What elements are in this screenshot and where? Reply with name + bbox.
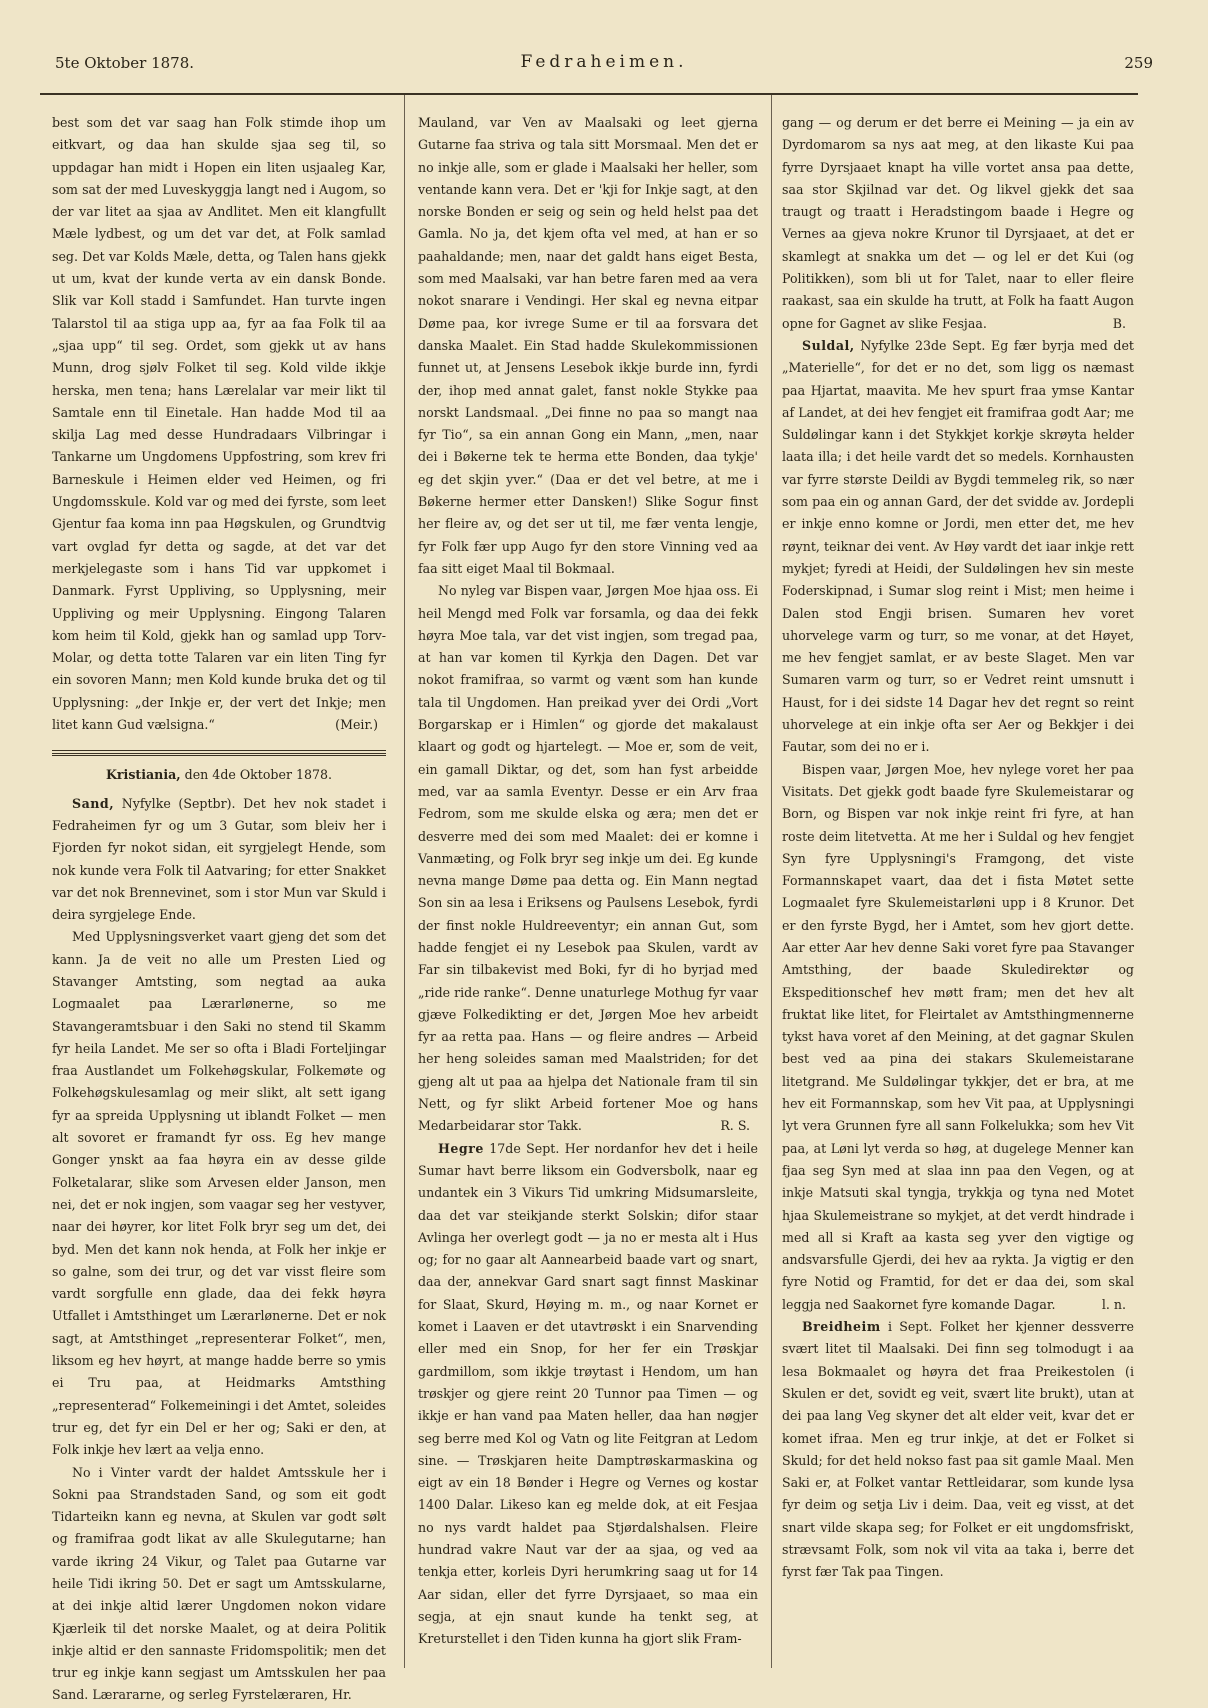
- dateline: Sand,: [72, 795, 115, 811]
- dateline: Hegre: [438, 1140, 484, 1156]
- column-3: [782, 112, 1134, 1584]
- dateline: Suldal,: [802, 337, 855, 353]
- column-divider: [771, 95, 772, 1668]
- article-paragraph: best som det var saag han Folk stimde ihop um eitkvart, og daa han skulde sjaa seg til, so uppdagar han midt i Hopen ein liten usjaaleg Kar, som sat der med Luveskyggja langt ned i Augom, so der var litet aa sjaa av Andlitet. Men eit klangfullt Mæle lydbest, og um det var det, at Folk samlad seg. Det var Kolds Mæle, detta, og Talen hans gjekk ut um, kvat der kunde verta av ein dansk Bonde. Slik var Koll stadd i Samfundet. Han turvte ingen Talarstol til aa stiga upp aa, fyr aa faa Folk til aa „sjaa upp“ til seg. Ordet, som gjekk ut av hans Munn, drog sjølv Folket til seg. Kold vilde ikkje herska, men tena; hans Lærelalar var meir likt til Samtale enn til Einetale. Han hadde Mod til aa skilja Lag med desse Hundradaars Vilbringar i Tankarne um Ungdomens Uppfostring, som krev fri Barneskule i Heimen elder ved Heimen, og fri Ungdomsskule. Kold var og med dei fyrste, som leet Gjentur faa koma inn paa Høgskulen, og Grundtvig vart ovglad fyr detta og sagde, at det var det merkjelegaste som i hans Tid var uppkomet i Danmark. Fyrst Uppliving, so Upplysning, meir Uppliving og meir Upplysning. Eingong Talaren kom heim til Kold, gjekk han og samlad upp Torv-Molar, og detta totte Talaren var ein liten Ting fyr ein sovoren Mann; men Kold kunde bruka det og til Upplysning: „der Inkje er, der vert det Inkje; men litet kann Gud vælsigna.“ (Meir.): [52, 112, 386, 736]
- column-1: [52, 112, 386, 1707]
- article-paragraph: gang — og derum er det berre ei Meining — ja ein av Dyrdomarom sa nys aat meg, at den likaste Kui paa fyrre Dyrsjaaet knapt ha ville vortet ansa paa dette, saa stor Skjilnad var det. Og likvel gjekk det saa traugt og traatt i Heradstingom baade i Hegre og Vernes aa gjeva nokre Krunor til Dyrsjaaet, at det er skamlegt at snakka um det — og lel er det Kui (og Politikken), som bli ut for Talet, naar to eller fleire raakast, saa ein skulde ha trutt, at Folk ha faatt Augon opne for Gagnet av slike Fesjaa. B.: [782, 112, 1134, 335]
- signature: B.: [1112, 315, 1126, 331]
- page-number: 259: [1124, 54, 1153, 72]
- article-paragraph: No nyleg var Bispen vaar, Jørgen Moe hjaa oss. Ei heil Mengd med Folk var forsamla, og daa dei fekk høyra Moe tala, var det vist ingjen, som tregad paa, at han var komen til Kyrkja den Dagen. Det var nokot framifraa, so varmt og vænt som han kunde tala til Ungdomen. Han preikad yver dei Ordi „Vort Borgarskap er i Himlen“ og gjorde det makalaust klaart og godt og hjartelegt. — Moe er, som de veit, ein gamall Diktar, og det, som han fyst arbeidde med, var aa samla Eventyr. Desse er ein Arv fraa Fedrom, som me skulde elska og æra; men det er desverre med dei som med Maalet: dei er komne i Vanmæting, og Folk bryr seg inkje um dei. Eg kunde nevna mange Døme paa detta og. Ein Mann negtad Son sin aa lesa i Eriksens og Paulsens Lesebok, fyrdi der finst nokle Huldreeventyr; ein annan Gut, som hadde fengjet ei ny Lesebok paa Skulen, vardt av Far sin tilbakevist med Boki, fyr di ho byrjad med „ride ride ranke“. Denne unaturlege Mothug fyr vaar gjæve Folkedikting er det, Jørgen Moe hev arbeidt fyr aa retta paa. Hans — og fleire andres — Arbeid her heng soleides saman med Maalstriden; for det gjeng alt ut paa aa hjelpa det Nationale fram til sin Nett, og fyr slikt Arbeid fortener Moe og hans Medarbeidarar stor Takk. R. S.: [418, 580, 758, 1137]
- column-divider: [404, 95, 405, 1668]
- header-rule: [40, 93, 1138, 95]
- page-header: [55, 50, 1153, 80]
- issue-date: 5te Oktober 1878.: [55, 54, 195, 72]
- article-paragraph: Suldal, Nyfylke 23de Sept. Eg fær byrja med det „Materielle“, for det er no det, som ligg os næmast paa Hjartat, maavita. Me hev spurt fraa ymse Kantar af Landet, at dei hev fengjet eit framifraa godt Aar; me Suldølingar kann i det Stykkjet korkje skrøyta helder laata illa; i det heile vardt det so medels. Kornhausten var fyrre største Deildi av Bygdi temmeleg rik, so nær som paa ein og annan Gard, der det svidde av. Jordepli er inkje enno komne or Jordi, men etter det, me hev røynt, teiknar dei vent. Av Høy vardt det iaar inkje rett mykjet; fyredi at Heidi, der Suldølingen hev sin meste Foderskipnad, i Sumar slog reint i Mist; men heime i Dalen stod Engji brisen. Sumaren hev voret uhorvelege varm og turr, so me vonar, at det Høyet, me hev fengjet samlat, er av beste Slaget. Men var Sumaren varm og turr, so er Vedret reint umsnutt i Haust, for i dei sidste 14 Dagar hev det regnt so reint uhorvelege at ein inkje ofta ser Aer og Bekkjer i dei Fautar, som dei no er i.: [782, 337, 1134, 755]
- article-paragraph: Breidheim i Sept. Folket her kjenner dessverre svært litet til Maalsaki. Dei finn seg tolmodugt i aa lesa Bokmaalet og høyra det fraa Preikestolen (i Skulen er det, sovidt eg veit, svært lite brukt), utan at dei paa lang Veg skyner det alt elder veit, kvar det er komet ifraa. Men eg trur inkje, at det er Folket si Skuld; for det held nokso fast paa sit gamle Maal. Men Saki er, at Folket vantar Rettleidarar, som kunde lysa fyr deim og setja Liv i deim. Daa, veit eg visst, at det snart vilde skapa seg; for Folket er eit ungdomsfriskt, strævsamt Folk, som nok vil vita aa taka i, berre det fyrst fær Tak paa Tingen.: [782, 1319, 1134, 1580]
- dateline: Breidheim: [802, 1319, 881, 1335]
- newspaper-title: Fedraheimen.: [520, 52, 688, 72]
- article-paragraph: Hegre 17de Sept. Her nordanfor hev det i heile Sumar havt berre liksom ein Godversbolk, naar eg undantek ein 3 Vikurs Tid umkring Midsumarsleite, daa det var steikjande sterkt Solskin; difor staar Avlinga her overlegt godt — ja no er mesta alt i Hus og; for no gaar alt Aannearbeid baade vart og snart, daa der, annekvar Gard snart sagt finnst Maskinar for Slaat, Skurd, Høying m. m., og naar Kornet er komet i Laaven er det utavtrøskt i ein Snarvending eller med ein Snop, for her fer ein Trøskjar gardmillom, som ikkje trøytast i Hendom, um han trøskjer og gjere reint 20 Tunnor paa Timen — og ikkje er han vand paa Maten heller, daa han nøgjer seg berre med Kol og Vatn og lite Feitgran at Ledom sine. — Trøskjaren heite Damptrøskarmaskina og eigt av ein 18 Bønder i Hegre og Vernes og kostar 1400 Dalar. Likeso kan eg melde dok, at eit Fesjaa no nys vardt haldet paa Stjørdalshalsen. Fleire hundrad vakre Naut var der aa sjaa, og ved aa tenkja etter, korleis Dyri herumkring saag ut for 14 Aar sidan, eller det fyrre Dyrsjaaet, so maa ein segja, at ejn snaut kunde ha tenkt seg, at Kreturstellet i den Tiden kunna ha gjort slik Fram-: [418, 1140, 758, 1647]
- article-paragraph: Med Upplysningsverket vaart gjeng det som det kann. Ja de veit no alle um Presten Lied og Stavanger Amtsting, som negtad aa auka Logmaalet paa Lærarlønerne, so me Stavangeramtsbuar i den Saki no stend til Skamm fyr heila Landet. Me ser so ofta i Bladi Forteljingar fraa Austlandet um Folkehøgskular, Folkemøte og Folkehøgskulesamlag og meir slikt, alt sett igang fyr aa spreida Upplysning ut iblandt Folket — men alt sovoret er framandt fyr oss. Eg hev mange Gonger ynskt aa faa høyra ein av desse gilde Folketalarar, slike som Arvesen elder Janson, men nei, det er nok ingjen, som vaagar seg her vestyver, naar dei høyrer, kor litet Folk bryr seg um det, dei byd. Men det kann nok henda, at Folk her inkje er so galne, som dei trur, og det var visst fleire som vardt sorgfulle enn glade, daa dei fekk høyra Utfallet i Amtsthinget um Lærarlønerne. Det er nok sagt, at Amtsthinget „representerar Folket“, men, liksom eg hev høyrt, at mange hadde berre so ymis ei Tru paa, at Heidmarks Amtsthing „representerad“ Folkemeiningi i det Amtet, soleides trur eg, det fyr ein Del er her og; Saki er den, at Folk inkje hev lært aa velja enno.: [52, 929, 386, 1458]
- article-paragraph: Mauland, var Ven av Maalsaki og leet gjerna Gutarne faa striva og tala sitt Morsmaal. Men det er no inkje alle, som er glade i Maalsaki her heller, som ventande kann vera. Det er 'kji for Inkje sagt, at den norske Bonden er seig og sein og held helst paa det Gamla. No ja, det kjem ofta vel med, at han er so paahaldande; men, naar det galdt hans eiget Besta, som med Maalsaki, var han betre faren med aa vera nokot snarare i Vendingi. Her skal eg nevna eitpar Døme paa, kor ivrege Sume er til aa forsvara det danska Maalet. Ein Stad hadde Skulekommissionen funnet ut, at Jensens Lesebok ikkje burde inn, fyrdi der, ihop med annat galet, fanst nokle Stykke paa norskt Landsmaal. „Dei finne no paa so mangt naa fyr Tio“, sa ein annan Gong ein Mann, „men, naar dei i Bøkerne tek te herma ette Bonden, daa tykje' eg det skjin yver.“ (Daa er det vel betre, at me i Bøkerne hermer etter Dansken!) Slike Sogur finst her fleire av, og det ser ut til, me fær venta lengje, fyr Folk fær upp Augo fyr den store Vinning ved aa faa sitt eiget Maal til Bokmaal.: [418, 115, 758, 576]
- article-paragraph: Sand, Nyfylke (Septbr). Det hev nok stadet i Fedraheimen fyr og um 3 Gutar, som bleiv her i Fjorden fyr nokot sidan, eit syrgjelegt Hende, som nok kunde vera Folk til Aatvaring; for etter Snakket var det nok Brennevinet, som i stor Mun var Skuld i deira syrgjelege Ende.: [52, 795, 387, 923]
- article-paragraph: No i Vinter vardt der haldet Amtsskule her i Sokni paa Strandstaden Sand, og som eit godt Tidarteikn kann eg nevna, at Skulen var godt sølt og framifraa godt likat av alle Skulegutarne; han varde ikring 24 Vikur, og Talet paa Gutarne var heile Tidi ikring 50. Det er sagt um Amtsskularne, at dei inkje altid lærer Ungdomen nokon vidare Kjærleik til det norske Maalet, og at deira Politik inkje altid er den sannaste Fridomspolitik; men det trur eg inkje kann segjast um Amtsskulen her paa Sand. Lærararne, og serleg Fyrstelæraren, Hr.: [52, 1464, 386, 1703]
- article-paragraph: Bispen vaar, Jørgen Moe, hev nylege voret her paa Visitats. Det gjekk godt baade fyre Skulemeistarar og Born, og Bispen var nok inkje reint fri fyre, at han roste deim litetvetta. At me her i Suldal og hev fengjet Syn fyre Upplysningi's Framgong, det viste Formannskapet vaart, daa det i fista Møtet sette Logmaalet fyre Skulemeistarløni upp i 8 Krunor. Det er den fyrste Bygd, her i Amtet, som hev gjort dette. Aar etter Aar hev denne Saki voret fyre paa Stavanger Amtsthing, der baade Skuledirektør og Ekspeditionschef hev møtt fram; men det hev alt fruktat like litet, for Fleirtalet av Amtsthingmennerne tykst hava voret af den Meining, at det gagnar Skulen best ved aa pina dei stakars Skulemeistarane litetgrand. Me Suldølingar tykkjer, det er bra, at me hev eit Formannskap, som hev Vit paa, at Upplysningi lyt vera Grunnen fyre all sann Folkelukka; som hev Vit paa, at Løni lyt verda so høg, at dugelege Menner kan fjaa seg Syn med at slaa inn paa den Vegen, og at inkje Matsuti skal tyngja, trykkja og tyna ned Motet hjaa Skulemeistrane so mykjet, at det verdt hindrade i med all si Kraft aa kasta seg yver den vigtige og andsvarsfulle Gjerdi, dei hev aa rykta. Ja vigtig er den fyre Notid og Framtid, for det er daa dei, som skal leggja ned Saakornet fyre komande Dagar. l. n.: [782, 759, 1134, 1316]
- section-heading: Kristiania, den 4de Oktober 1878.: [105, 767, 333, 783]
- section-rule: [52, 750, 386, 756]
- signature: R. S.: [720, 1118, 750, 1134]
- signature: (Meir.): [335, 717, 378, 733]
- signature: l. n.: [1101, 1296, 1126, 1312]
- column-2: [418, 112, 758, 1650]
